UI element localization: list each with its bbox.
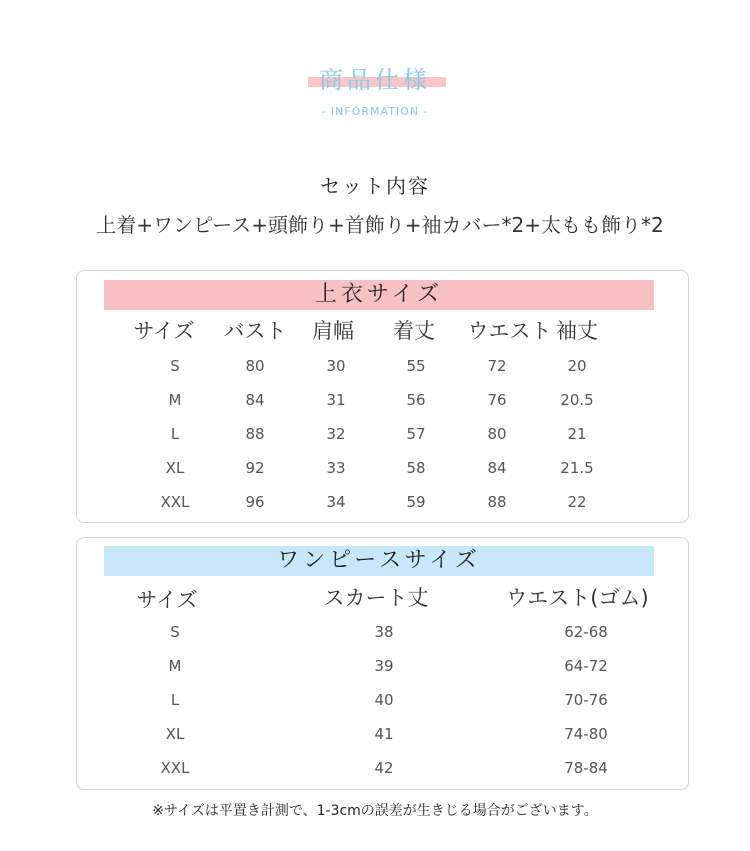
header-cell: 着丈: [393, 319, 435, 343]
table-cell: M: [168, 657, 182, 675]
table-cell: 59: [406, 493, 426, 511]
table-cell: 56: [406, 391, 426, 409]
table-cell: 20: [567, 357, 587, 375]
table-cell: 41: [374, 725, 394, 743]
table-cell: 42: [374, 759, 394, 777]
table-cell: 92: [245, 459, 265, 477]
set-contents-heading: セット内容: [320, 174, 430, 198]
table-cell: 40: [374, 691, 394, 709]
size-footnote: ※サイズは平置き計測で、1-3cmの誤差が生きじる場合がございます。: [152, 803, 598, 819]
table-cell: 55: [406, 357, 426, 375]
table-cell: 21: [567, 425, 587, 443]
table-cell: 20.5: [560, 391, 594, 409]
header-cell: サイズ: [133, 319, 195, 343]
table-cell: 31: [326, 391, 346, 409]
table-cell: 70-76: [564, 691, 608, 709]
table-cell: XL: [165, 459, 185, 477]
header-cell: サイズ: [136, 588, 198, 612]
table-cell: 30: [326, 357, 346, 375]
table-cell: 80: [487, 425, 507, 443]
header-cell: 袖丈: [556, 319, 598, 343]
table-cell: 64-72: [564, 657, 608, 675]
top-size-banner: 上衣サイズ: [104, 280, 654, 310]
table-cell: 78-84: [564, 759, 608, 777]
header-cell: バスト: [223, 319, 287, 343]
table-cell: 88: [487, 493, 507, 511]
table-cell: 84: [245, 391, 265, 409]
header-cell: ウエスト: [467, 319, 552, 343]
table-cell: 62-68: [564, 623, 608, 641]
table-cell: 38: [374, 623, 394, 641]
dress-size-banner: ワンピースサイズ: [104, 546, 654, 576]
table-cell: XL: [165, 725, 185, 743]
table-cell: 57: [406, 425, 426, 443]
table-cell: 74-80: [564, 725, 608, 743]
table-cell: XXL: [160, 493, 190, 511]
table-cell: 88: [245, 425, 265, 443]
page-subtitle: - INFORMATION -: [321, 105, 429, 118]
table-cell: 58: [406, 459, 426, 477]
page-title: 商品仕様: [319, 66, 431, 94]
table-cell: S: [170, 357, 180, 375]
table-cell: L: [170, 691, 180, 709]
header-cell: スカート丈: [323, 586, 429, 610]
table-cell: 76: [487, 391, 507, 409]
table-cell: 34: [326, 493, 346, 511]
table-cell: 22: [567, 493, 587, 511]
table-cell: XXL: [160, 759, 190, 777]
header-cell: 肩幅: [312, 319, 354, 343]
table-cell: 96: [245, 493, 265, 511]
table-cell: 39: [374, 657, 394, 675]
table-cell: 84: [487, 459, 507, 477]
table-cell: S: [170, 623, 180, 641]
table-cell: 72: [487, 357, 507, 375]
table-cell: 21.5: [560, 459, 594, 477]
set-contents-items: 上着+ワンピース+頭飾り+首飾り+袖カバー*2+太もも飾り*2: [96, 213, 664, 237]
table-cell: 32: [326, 425, 346, 443]
table-cell: 33: [326, 459, 346, 477]
table-cell: 80: [245, 357, 265, 375]
header-cell: ウエスト(ゴム): [506, 586, 649, 610]
table-cell: M: [168, 391, 182, 409]
table-cell: L: [170, 425, 180, 443]
